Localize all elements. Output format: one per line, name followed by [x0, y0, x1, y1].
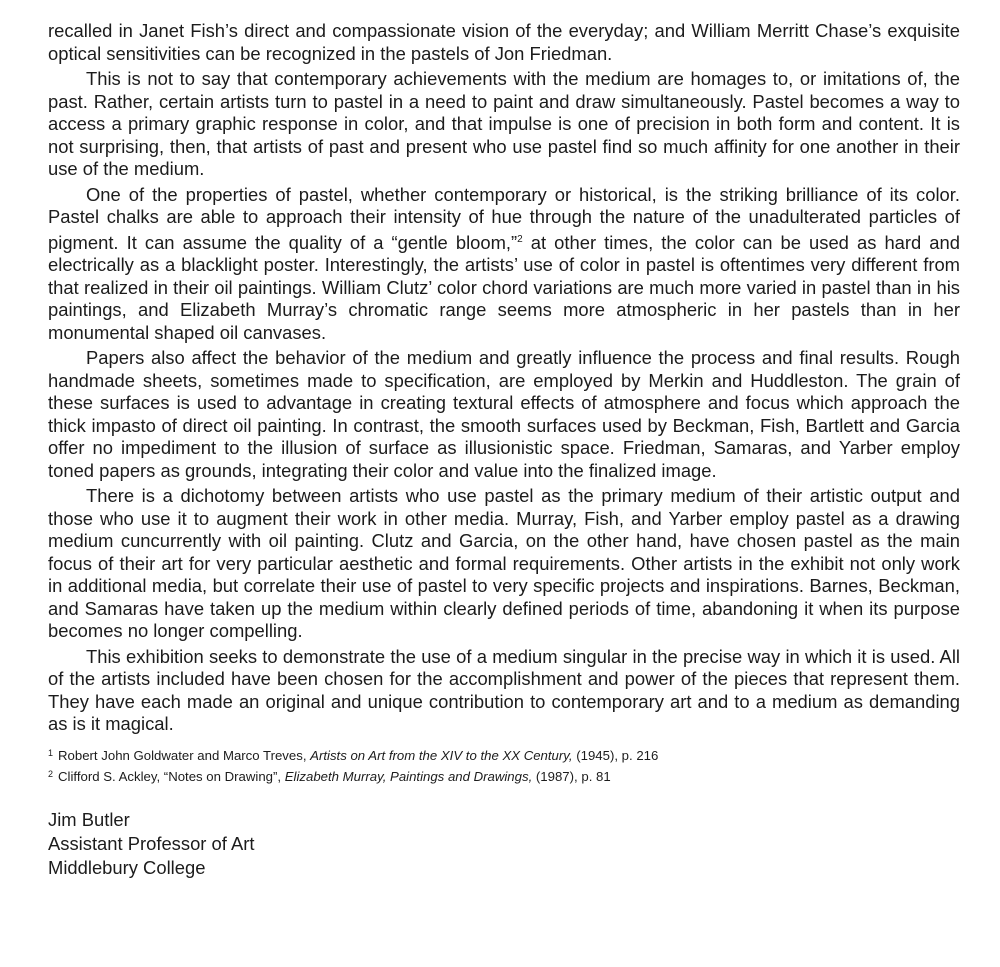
footnote-2 — [48, 765, 960, 786]
footnote-text: Clifford S. Ackley, “Notes on Drawing”, — [58, 768, 285, 784]
footnote-title: Elizabeth Murray, Paintings and Drawings, — [284, 768, 533, 784]
footnote-text: (1945), p. 216 — [572, 747, 659, 763]
paragraph-papers: Papers also affect the behavior of the medium and greatly influence the process and final results. Rough handmade sheets, sometimes made to specification, are employed by Merkin and Huddleston. The grain of these surfaces is used to advantage in creating textural effects of atmosphere and focus which approach the thick impasto of direct oil painting. In contrast, the smooth surfaces used by Beckman, Fish, Bartlett and Garcia offer no impediment to the illusion of surface as illusionistic space. Friedman, Samaras, and Yarber employ toned papers as grounds, integrating their color and value into the finalized image. — [48, 347, 960, 481]
footnote-text: Robert John Goldwater and Marco Treves, — [58, 747, 311, 763]
footnote-text: (1987), p. 81 — [532, 768, 611, 784]
paragraph-color-text-a: One of the properties of pastel, whether contemporary or historical, is the striking brilliance of its color. Pastel chalks are able to approach their intensity of hue through the nature of the unadulterated particles of pigment. It can assume the quality of a “gentle bloom,” — [48, 183, 960, 253]
footnotes — [48, 744, 960, 786]
author-institution: Middlebury College — [48, 856, 206, 878]
author-title: Assistant Professor of Art — [48, 832, 255, 854]
footnote-title: Artists on Art from the XIV to the XX Century, — [310, 747, 573, 763]
paragraph-color-text-b: at other times, the color can be used as hard and electrically as a blacklight poster. Interestingly, the artists’ use of color in pastel is oftentimes very different from that realized in their oil paintings. William Clutz’ color chord variations are much more varied in pastel than in his paintings, and Elizabeth Murray’s chromatic range seems more atmospheric in her pastels than in her monumental shaped oil canvases. — [48, 231, 960, 343]
paragraph-color — [48, 184, 960, 345]
author-name: Jim Butler — [48, 808, 130, 830]
paragraph-exhibition: This exhibition seeks to demonstrate the use of a medium singular in the precise way in which it is used. All of the artists included have been chosen for the accomplishment and power of the pieces that represent them. They have each made an original and unique contribution to contemporary art and to a medium as demanding as is it magical. — [48, 645, 960, 734]
paragraph-dichotomy: There is a dichotomy between artists who use pastel as the primary medium of their artistic output and those who use it to augment their work in other media. Murray, Fish, and Yarber employ pastel as a drawing medium cuncurrently with oil painting. Clutz and Garcia, on the other hand, have chosen pastel as the main focus of their art for very particular aesthetic and formal requirements. Other artists in the exhibit not only work in additional media, but correlate their use of pastel to very specific projects and inspirations. Barnes, Beckman, and Samaras have taken up the medium within clearly defined periods of time, abandoning it when its purpose becomes no longer compelling. — [48, 485, 960, 641]
essay-body — [48, 20, 960, 736]
paragraph-homages: This is not to say that contemporary achievements with the medium are homages to, or imitations of, the past. Rather, certain artists turn to pastel in a need to paint and draw simultaneously. Pastel becomes a way to access a primary graphic response in color, and that impulse is one of precision in both form and content. It is not surprising, then, that artists of past and present who use pastel find so much affinity for one another in their use of the medium. — [48, 68, 960, 179]
footnote-ref-2: 2 — [517, 233, 523, 245]
footnote-marker: 1 — [48, 747, 54, 758]
signature-block — [48, 808, 960, 880]
paragraph-continued: recalled in Janet Fish’s direct and compassionate vision of the everyday; and William Merritt Chase’s exquisite optical sensitivities can be recognized in the pastels of Jon Friedman. — [48, 20, 960, 64]
footnote-1 — [48, 744, 960, 765]
footnote-marker: 2 — [48, 768, 54, 779]
